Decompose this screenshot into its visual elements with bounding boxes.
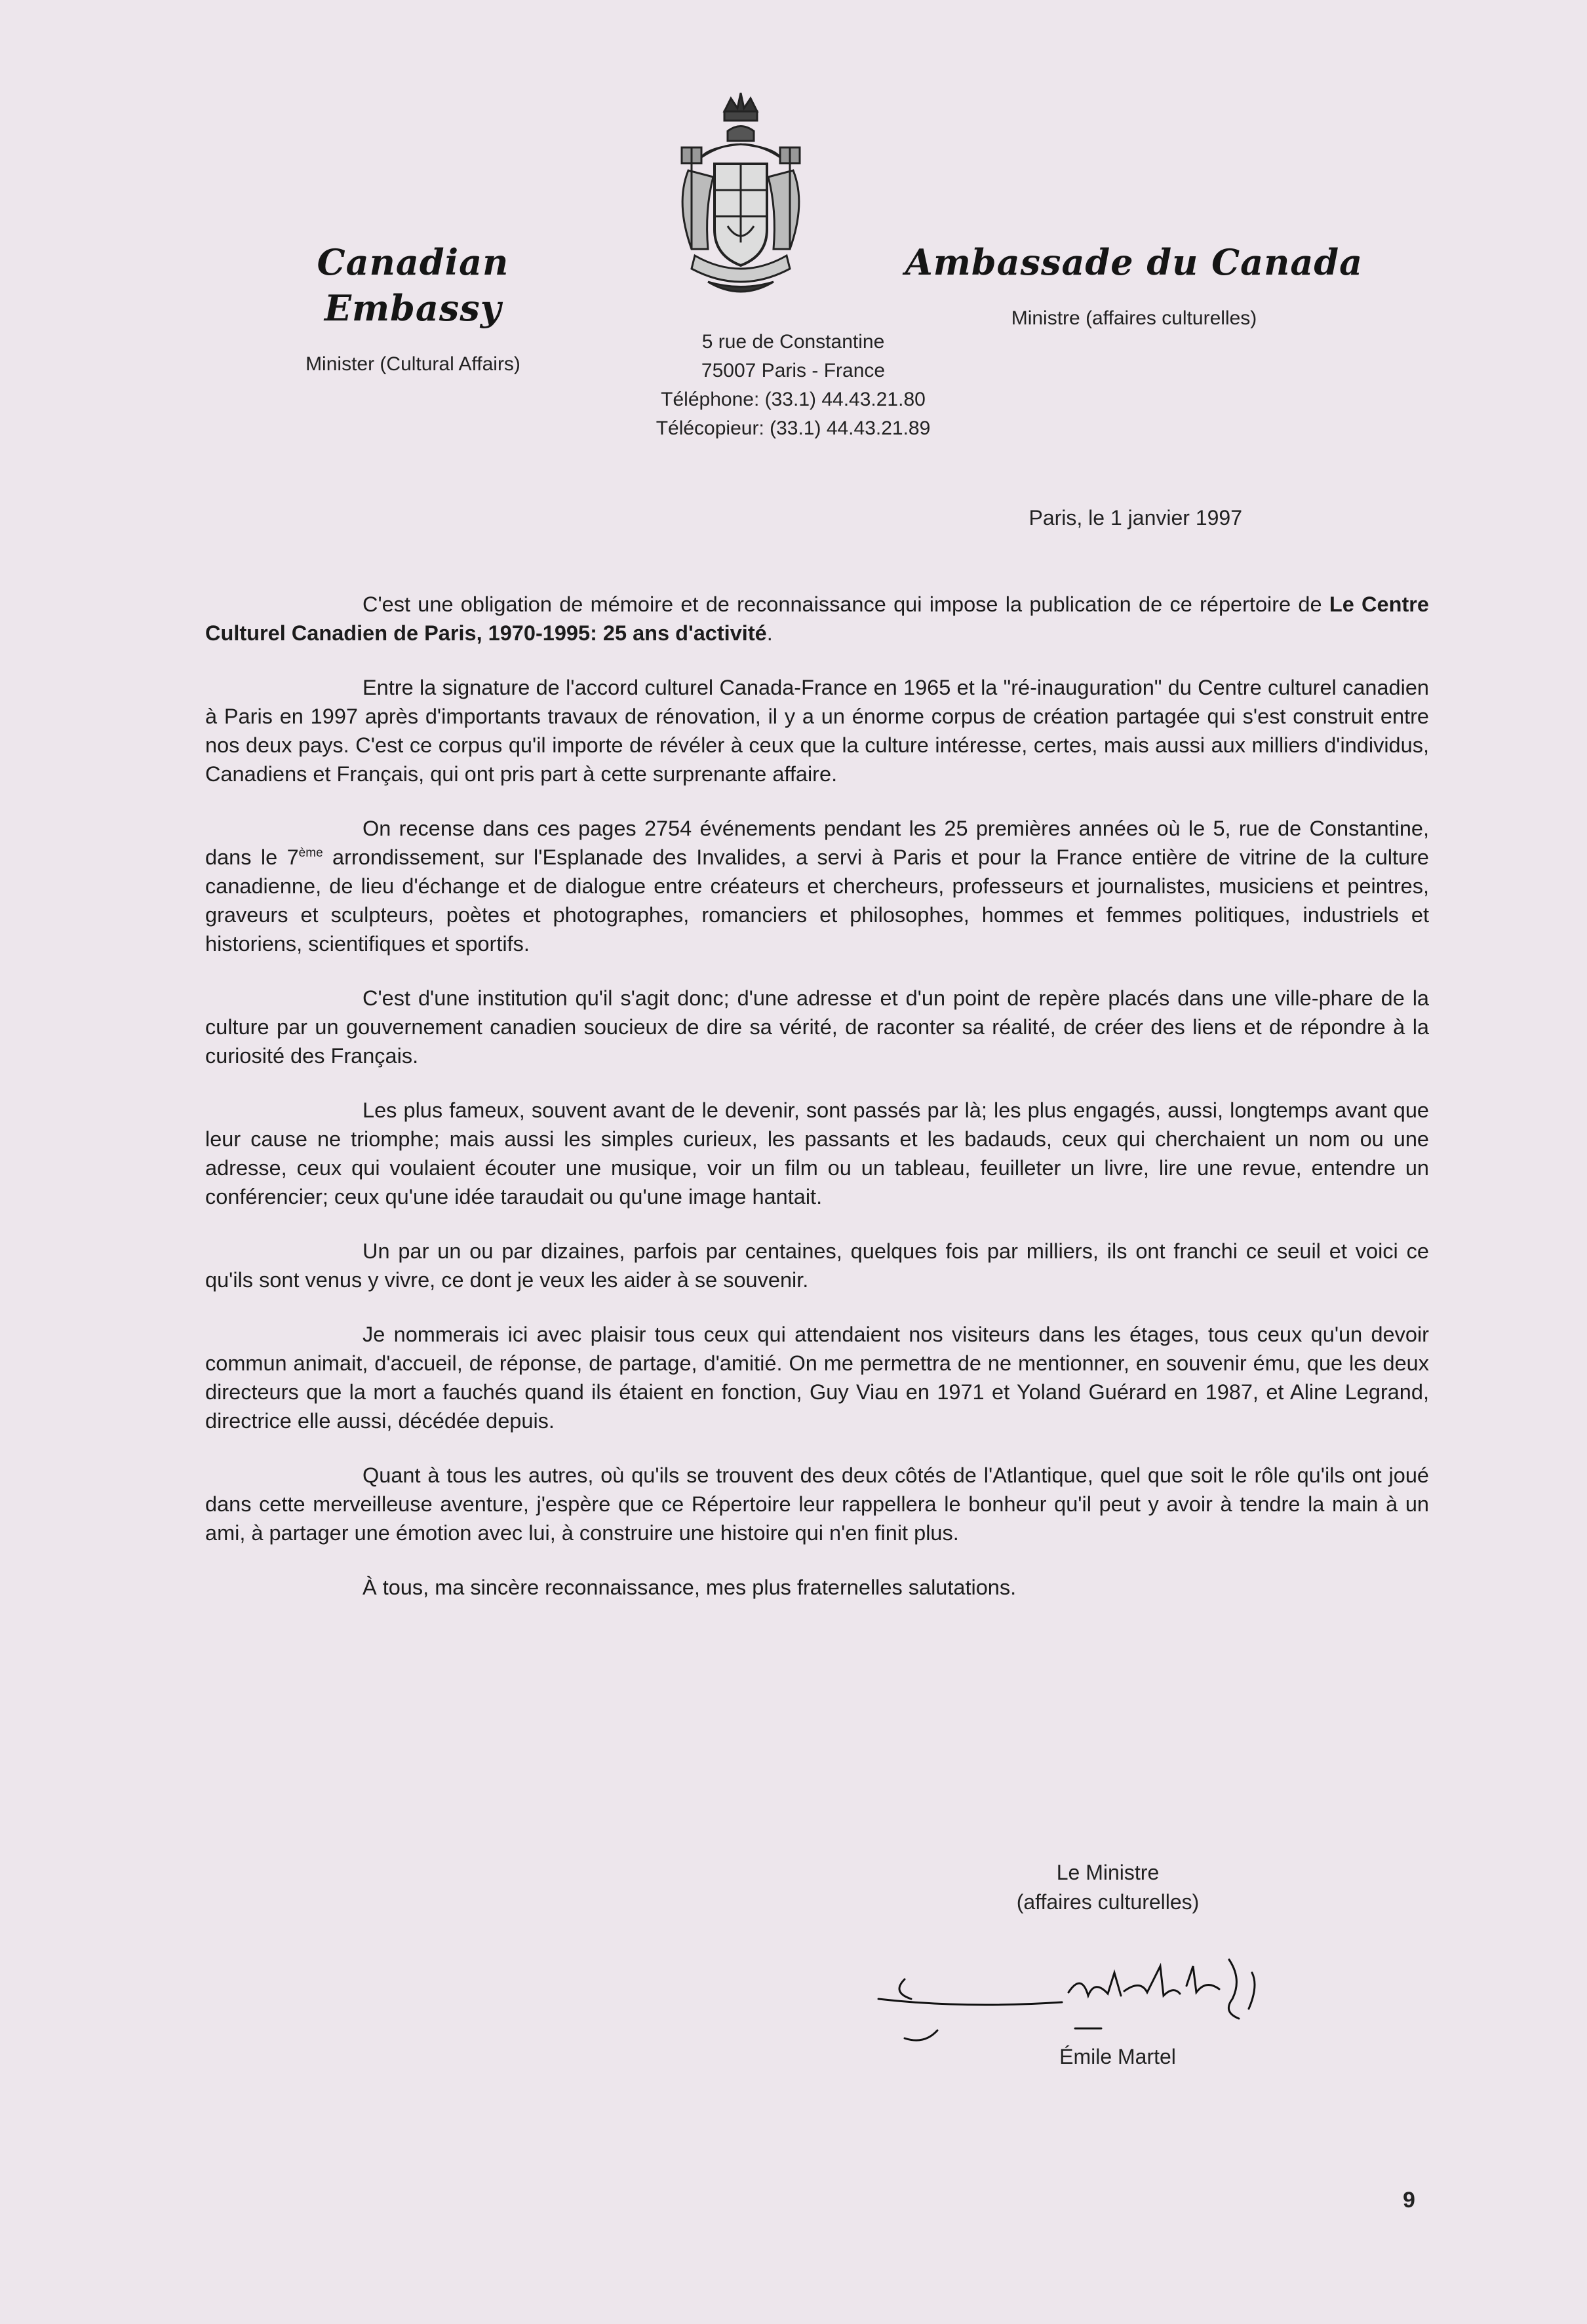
paragraph-1-text: C'est une obligation de mémoire et de reconnaissance qui impose la publication de ce répertoire de bbox=[362, 592, 1329, 616]
paragraph-5: Les plus fameux, souvent avant de le devenir, sont passés par là; les plus engagés, aussi, longtemps avant que leur cause ne triomphe; mais aussi les simples curieux, les passants et les badauds, ceux qui cherchaient un nom ou une adresse, ceux qui voulaient écouter une musique, voir un film ou un tableau, feuilleter un livre, lire une revue, entendre un conférencier; ceux qu'une idée taraudait ou qu'une image hantait. bbox=[205, 1098, 1429, 1209]
paragraph-1-end: . bbox=[766, 621, 773, 645]
minister-title-english: Minister (Cultural Affairs) bbox=[305, 353, 520, 375]
ordinal-superscript: ème bbox=[298, 846, 323, 861]
paragraph-9: À tous, ma sincère reconnaissance, mes plus fraternelles salutations. bbox=[362, 1576, 1017, 1599]
address-street: 5 rue de Constantine bbox=[701, 331, 885, 353]
paragraph-7: Je nommerais ici avec plaisir tous ceux qui attendaient nos visiteurs dans les étages, tous ceux qu'un devoir commun animait, d'accueil, de réponse, de partage, d'amitié. On me permettra de ne mentionner, en souvenir ému, que les deux directeurs que la mort a fauchés quand ils étaient en fonction, Guy Viau en 1971 et Yoland Guérard en 1987, et Aline Legrand, directrice elle aussi, décédée depuis. bbox=[205, 1323, 1429, 1433]
minister-title-french: Ministre (affaires culturelles) bbox=[1011, 307, 1257, 329]
paragraph-4: C'est d'une institution qu'il s'agit donc; d'une adresse et d'un point de repère placés dans une ville-phare de la culture par un gouvernement canadien soucieux de dire sa vérité, de raconter sa réalité, de créer des liens et de répondre à la curiosité des Français. bbox=[205, 986, 1429, 1068]
paragraph-8: Quant à tous les autres, où qu'ils se trouvent des deux côtés de l'Atlantique, quel que soit le rôle qu'ils ont joué dans cette merveilleuse aventure, j'espère que ce Répertoire leur rappellera le bonheur qu'il peut y avoir à tendre la main à un ami, à partager une émotion avec lui, à construire une histoire qui n'en finit plus. bbox=[205, 1463, 1429, 1545]
paragraph-2: Entre la signature de l'accord culturel Canada-France en 1965 et la "ré-inauguration" du Centre culturel canadien à Paris en 1997 après d'importants travaux de rénovation, il y a un énorme corpus de création partagée qui s'est construit entre nos deux pays. C'est ce corpus qu'il importe de révéler à ceux que la culture intéresse, certes, mais aussi aux milliers d'individus, Canadiens et Français, qui ont pris part à cette surprenante affaire. bbox=[205, 676, 1429, 786]
paragraph-1 bbox=[205, 590, 1429, 648]
canadian-coat-of-arms-icon bbox=[662, 85, 819, 301]
paragraph-3-text: On recense dans ces pages 2754 événements pendant les 25 premières années où le 5, rue de Constantine, dans le 7 bbox=[205, 817, 1429, 869]
address-phone: Téléphone: (33.1) 44.43.21.80 bbox=[661, 389, 926, 410]
paragraph-3-rest: arrondissement, sur l'Esplanade des Invalides, a servi à Paris et pour la France entière de vitrine de la culture canadienne, de lieu d'échange et de dialogue entre créateurs et chercheurs, professeurs et journalistes, musiciens et peintres, graveurs et sculpteurs, poètes et photographes, romanciers et philosophes, hommes et femmes politiques, industriels et historiens, scientifiques et sportifs. bbox=[205, 845, 1429, 956]
date-line: Paris, le 1 janvier 1997 bbox=[1029, 506, 1242, 530]
address-city: 75007 Paris - France bbox=[701, 360, 886, 381]
embassy-name-english: Canadian Embassy bbox=[317, 241, 509, 329]
publication-title: Le Centre Culturel Canadien de Paris, 1970-1995: 25 ans d'activité bbox=[205, 592, 1429, 645]
signer-name: Émile Martel bbox=[1059, 2045, 1176, 2068]
embassy-address bbox=[577, 328, 1009, 443]
embassy-name-french: Ambassade du Canada bbox=[905, 241, 1363, 283]
address-fax: Télécopieur: (33.1) 44.43.21.89 bbox=[656, 417, 931, 439]
paragraph-3 bbox=[205, 814, 1429, 958]
signoff-line-2: (affaires culturelles) bbox=[1016, 1890, 1200, 1914]
signoff-title bbox=[990, 1858, 1226, 1917]
page-number: 9 bbox=[1403, 2188, 1415, 2213]
letter-body bbox=[205, 590, 1429, 1627]
letterhead-left bbox=[229, 239, 597, 376]
letterhead-right bbox=[878, 239, 1390, 330]
paragraph-6: Un par un ou par dizaines, parfois par centaines, quelques fois par milliers, ils ont franchi ce seuil et voici ce qu'ils sont venus y vivre, ce dont je veux les aider à se souvenir. bbox=[205, 1239, 1429, 1292]
signoff-line-1: Le Ministre bbox=[1056, 1861, 1160, 1884]
